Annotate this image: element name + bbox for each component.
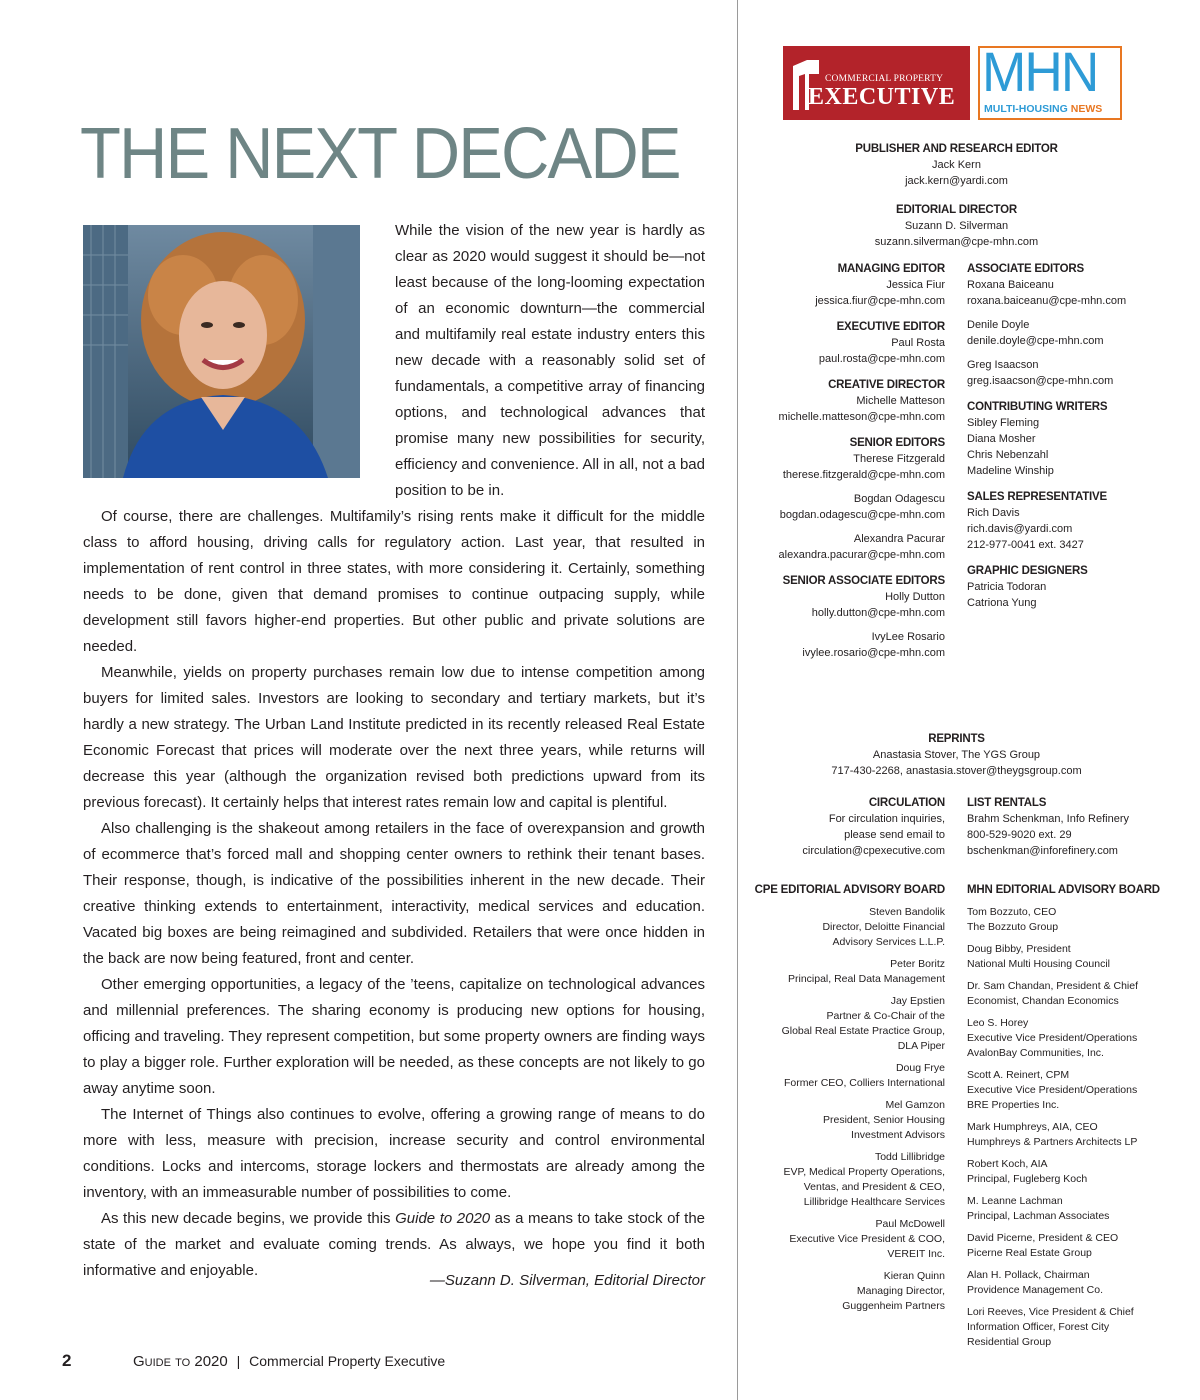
guide-title-italic: Guide to 2020: [395, 1210, 491, 1227]
cpe-board-member: [745, 1217, 945, 1262]
mhn-board-title: MHN EDITORIAL ADVISORY BOARD: [967, 884, 1160, 896]
mhn-board-member: [967, 1194, 1182, 1224]
mhn-logo-line2: NEWS: [1070, 103, 1103, 115]
mhn-logo-line1: MULTI-HOUSING: [984, 103, 1068, 115]
mhn-board-member-line: Doug Bibby, President: [967, 943, 1071, 955]
masthead-left-block: [745, 377, 945, 425]
staff-line: [745, 523, 945, 531]
editorial-director-title: EDITORIAL DIRECTOR: [896, 204, 1017, 216]
mhn-board-member-line: Economist, Chandan Economics: [967, 995, 1119, 1007]
masthead-left-block: [745, 319, 945, 367]
mhn-board-member: [967, 1120, 1182, 1150]
body-paragraph-4: Other emerging opportunities, a legacy of the ’teens, capitalize on technological advances and millennial preferences. The sharing economy is producing new options for housing, officing and traveling. They represent competition, but some property owners are finding ways to play a bigger role. Further exploration will be needed, as these concepts are not likely to go away anytime soon.: [83, 976, 705, 1097]
cpe-logo-line1: COMMERCIAL PROPERTY: [825, 74, 944, 84]
staff-line: [745, 621, 945, 629]
mhn-board-member-line: Picerne Real Estate Group: [967, 1247, 1092, 1259]
cpe-board-member: [745, 1269, 945, 1314]
cpe-board-member-line: Former CEO, Colliers International: [783, 1077, 945, 1089]
cpe-board-member-line: EVP, Medical Property Operations,: [783, 1166, 945, 1178]
cpe-board-member-line: President, Senior Housing: [823, 1114, 945, 1126]
cpe-board-member-line: Global Real Estate Practice Group,: [781, 1025, 945, 1037]
mhn-board-member: [967, 942, 1182, 972]
staff-line: holly.dutton@cpe-mhn.com: [811, 607, 945, 619]
staff-line: Alexandra Pacurar: [853, 533, 945, 545]
mhn-board-member-line: Executive Vice President/Operations: [967, 1084, 1138, 1096]
mhn-board-member: [967, 1305, 1182, 1350]
staff-line: paul.rosta@cpe-mhn.com: [818, 353, 945, 365]
mhn-board-member: [967, 1016, 1182, 1061]
mhn-board-member-line: Principal, Fugleberg Koch: [967, 1173, 1088, 1185]
staff-line: Roxana Baiceanu: [967, 279, 1054, 291]
staff-line: Diana Mosher: [967, 433, 1036, 445]
staff-line: [745, 483, 945, 491]
cpe-board-member: [745, 994, 945, 1054]
staff-line: denile.doyle@cpe-mhn.com: [967, 335, 1104, 347]
cpe-board-member-line: Director, Deloitte Financial: [822, 921, 945, 933]
circulation-block-title: CIRCULATION: [868, 797, 945, 809]
staff-line: Holly Dutton: [885, 591, 945, 603]
staff-line: ivylee.rosario@cpe-mhn.com: [802, 647, 945, 659]
staff-line: please send email to: [844, 829, 945, 841]
staff-line: bogdan.odagescu@cpe-mhn.com: [779, 509, 945, 521]
mhn-board-member: [967, 1231, 1182, 1261]
staff-line: Madeline Winship: [967, 465, 1054, 477]
cpe-logo-line2: EXECUTIVE: [808, 84, 956, 110]
article-title: THE NEXT DECADE: [80, 114, 680, 194]
cpe-board-member-line: Lillibridge Healthcare Services: [803, 1196, 945, 1208]
staff-line: IvyLee Rosario: [871, 631, 945, 643]
column-divider: [737, 0, 738, 1400]
masthead-publisher: [760, 141, 1153, 189]
cpe-board-member-line: Managing Director,: [856, 1285, 945, 1297]
p6-text-start: As this new decade begins, we provide this: [101, 1210, 396, 1227]
cpe-board-member: [745, 1150, 945, 1210]
cpe-board-member-line: VEREIT Inc.: [887, 1248, 945, 1260]
mhn-board-member-line: Humphreys & Partners Architects LP: [967, 1136, 1138, 1148]
mhn-board-member-line: David Picerne, President & CEO: [967, 1232, 1119, 1244]
cpe-board-member-line: Partner & Co-Chair of the: [826, 1010, 945, 1022]
staff-line: Brahm Schenkman, Info Refinery: [967, 813, 1130, 825]
reprints-line-1: Anastasia Stover, The YGS Group: [872, 749, 1041, 761]
masthead-left-block-title: SENIOR EDITORS: [849, 437, 945, 449]
author-photo: [83, 225, 360, 478]
masthead-right-column: [967, 261, 1167, 621]
staff-line: Bogdan Odagescu: [853, 493, 945, 505]
mhn-board-member-line: M. Leanne Lachman: [967, 1195, 1063, 1207]
mhn-board-member-line: AvalonBay Communities, Inc.: [967, 1047, 1104, 1059]
mhn-board-member: [967, 1268, 1182, 1298]
staff-line: circulation@cpexecutive.com: [802, 845, 945, 857]
body-paragraph-3: Also challenging is the shakeout among retailers in the face of overexpansion and growth of ecommerce that’s forced mall and shopping center owners to rethink their tenant bases. Their response, though, is indicative of the possibilities inherent in the new decade. Their creative thinking extends to entertainment, interactivity, medical services and education. Vacated big boxes are being reimagined and subdivided. Retailers that were once hidden in the back are now being featured, front and center.: [83, 820, 705, 967]
staff-line: Denile Doyle: [967, 319, 1030, 331]
cpe-board-member-line: Mel Gamzon: [885, 1099, 945, 1111]
article-intro: [395, 218, 705, 504]
mhn-board-member-line: Information Officer, Forest City: [967, 1321, 1110, 1333]
cpe-board-member: [745, 1061, 945, 1091]
mhn-logo-tagline: [984, 103, 1102, 115]
cpe-board-member: [745, 1098, 945, 1143]
editorial-director-name: Suzann D. Silverman: [904, 220, 1009, 232]
mhn-board-member-line: Tom Bozzuto, CEO: [967, 906, 1057, 918]
staff-line: For circulation inquiries,: [828, 813, 945, 825]
cpe-board-member-line: Doug Frye: [895, 1062, 945, 1074]
masthead-left-block: [745, 261, 945, 309]
staff-line: therese.fitzgerald@cpe-mhn.com: [782, 469, 945, 481]
mhn-board-member: [967, 979, 1182, 1009]
cpe-board-member-line: Todd Lillibridge: [874, 1151, 945, 1163]
staff-line: Chris Nebenzahl: [967, 449, 1049, 461]
cpe-board-member-line: Ventas, and President & CEO,: [803, 1181, 945, 1193]
reprints-title: REPRINTS: [928, 733, 985, 745]
mhn-board-member-line: Alan H. Pollack, Chairman: [967, 1269, 1090, 1281]
mhn-board-member: [967, 1068, 1182, 1113]
staff-line: greg.isaacson@cpe-mhn.com: [967, 375, 1114, 387]
mhn-board-member-line: Dr. Sam Chandan, President & Chief: [967, 980, 1139, 992]
staff-line: Jessica Fiur: [886, 279, 945, 291]
staff-line: Patricia Todoran: [967, 581, 1047, 593]
cpe-board-member-line: Peter Boritz: [890, 958, 945, 970]
cpe-board-member-line: Advisory Services L.L.P.: [832, 936, 945, 948]
cpe-board-member-line: Steven Bandolik: [869, 906, 945, 918]
staff-line: 800-529-9020 ext. 29: [967, 829, 1072, 841]
cpe-board-member-line: Kieran Quinn: [883, 1270, 945, 1282]
cpe-board-member-line: Investment Advisors: [851, 1129, 945, 1141]
mhn-board-member-line: Executive Vice President/Operations: [967, 1032, 1138, 1044]
masthead-right-block-title: GRAPHIC DESIGNERS: [967, 565, 1088, 577]
mhn-logo: [978, 40, 1122, 120]
staff-line: Catriona Yung: [967, 597, 1037, 609]
masthead-right-block: [967, 399, 1167, 479]
body-paragraph-1: Of course, there are challenges. Multifamily’s rising rents make it difficult for the middle class to afford housing, driving calls for regulatory action. Last year, that resulted in implementation of rent control in three states, with more considering it. Certainly, something needs to be done, given that demand promises to continue outpacing supply, while development still favors higher-end properties. But other public and private solutions are needed.: [83, 508, 705, 655]
publisher-name: Jack Kern: [932, 159, 981, 171]
masthead-left-block-title: MANAGING EDITOR: [837, 263, 945, 275]
staff-line: [967, 309, 1167, 317]
cpe-board-entries: [745, 905, 945, 1314]
masthead-right-block: [967, 563, 1167, 611]
masthead-editorial-director: [760, 202, 1153, 250]
cpe-board-member-line: Guggenheim Partners: [842, 1300, 945, 1312]
publisher-email: jack.kern@yardi.com: [905, 175, 1008, 187]
masthead-left-block-title: SENIOR ASSOCIATE EDITORS: [782, 575, 945, 587]
cpe-board-member-line: Jay Epstien: [890, 995, 945, 1007]
footer-publication: Commercial Property Executive: [249, 1353, 446, 1369]
masthead-left-block: [745, 435, 945, 563]
mhn-board-member-line: Residential Group: [967, 1336, 1052, 1348]
mhn-advisory-board: [967, 882, 1182, 1357]
staff-line: 212-977-0041 ext. 3427: [967, 539, 1084, 551]
mhn-board-member-line: National Multi Housing Council: [967, 958, 1110, 970]
cpe-logo: [783, 46, 970, 120]
masthead-left-column: [745, 261, 945, 671]
mhn-board-member-line: Lori Reeves, Vice President & Chief: [967, 1306, 1134, 1318]
staff-line: Greg Isaacson: [967, 359, 1039, 371]
cpe-board-member-line: DLA Piper: [897, 1040, 945, 1052]
publisher-title: PUBLISHER AND RESEARCH EDITOR: [855, 143, 1058, 155]
mhn-board-entries: [967, 905, 1182, 1350]
masthead-circulation: [745, 795, 945, 869]
masthead-reprints: [760, 731, 1153, 779]
cpe-board-member-line: Executive Vice President & COO,: [789, 1233, 945, 1245]
signature: —Suzann D. Silverman, Editorial Director: [429, 1272, 705, 1289]
p6-text-end: as a means to take stock of the state of the market and evaluate coming trends. As always, we hope you find it both informative and enjoyable.: [83, 1210, 706, 1279]
running-footer: [133, 1353, 445, 1370]
masthead-right-block: [967, 261, 1167, 389]
body-paragraph-2: Meanwhile, yields on property purchases remain low due to intense competition among buyers for limited sales. Investors are looking to secondary and tertiary markets, but it’s hardly a new strategy. The Urban Land Institute predicted in its recently released Real Estate Economic Forecast that prices will moderate over the next three years, while returns will decrease this year (although the organization revised both predictions upward from its previous forecast). It certainly helps that interest rates remain low and capital is plentiful.: [83, 664, 705, 811]
staff-line: jessica.fiur@cpe-mhn.com: [815, 295, 945, 307]
mhn-logo-letters: MHN: [982, 40, 1098, 103]
list-rentals-block-title: LIST RENTALS: [967, 797, 1047, 809]
cpe-board-member: [745, 957, 945, 987]
footer-separator: |: [236, 1353, 241, 1369]
staff-line: rich.davis@yardi.com: [967, 523, 1073, 535]
staff-line: Michelle Matteson: [856, 395, 945, 407]
mhn-board-member: [967, 905, 1182, 935]
editorial-director-email: suzann.silverman@cpe-mhn.com: [874, 236, 1039, 248]
cpe-board-member-line: Principal, Real Data Management: [788, 973, 945, 985]
masthead-right-block-title: SALES REPRESENTATIVE: [967, 491, 1107, 503]
mhn-board-member: [967, 1157, 1182, 1187]
staff-line: Rich Davis: [967, 507, 1020, 519]
staff-line: Sibley Fleming: [967, 417, 1040, 429]
masthead-right-block-title: CONTRIBUTING WRITERS: [967, 401, 1108, 413]
staff-line: Therese Fitzgerald: [853, 453, 945, 465]
masthead-list-rentals: [967, 795, 1167, 869]
masthead-right-block: [967, 489, 1167, 553]
staff-line: Paul Rosta: [891, 337, 945, 349]
staff-line: alexandra.pacurar@cpe-mhn.com: [778, 549, 945, 561]
staff-line: roxana.baiceanu@cpe-mhn.com: [967, 295, 1127, 307]
staff-line: michelle.matteson@cpe-mhn.com: [778, 411, 945, 423]
mhn-board-member-line: Providence Management Co.: [967, 1284, 1103, 1296]
cpe-board-member-line: Paul McDowell: [875, 1218, 945, 1230]
mhn-board-member-line: BRE Properties Inc.: [967, 1099, 1060, 1111]
mhn-board-member-line: Robert Koch, AIA: [967, 1158, 1048, 1170]
masthead-left-block-title: EXECUTIVE EDITOR: [836, 321, 945, 333]
mhn-board-member-line: Scott A. Reinert, CPM: [967, 1069, 1070, 1081]
mhn-board-member-line: Leo S. Horey: [967, 1017, 1029, 1029]
masthead-right-block-title: ASSOCIATE EDITORS: [967, 263, 1084, 275]
intro-paragraph: While the vision of the new year is hardly as clear as 2020 would suggest it should be—not least because of the long-looming expectation of an economic downturn—the commercial and multifamily real estate industry enters this new decade with a reasonably solid set of fundamentals, a competitive array of financing options, and technological advances that promise many new possibilities for security, efficiency and convenience. All in all, not a bad position to be in.: [395, 222, 705, 499]
staff-line: [967, 349, 1167, 357]
mhn-board-member-line: The Bozzuto Group: [967, 921, 1059, 933]
page-number: 2: [62, 1351, 72, 1370]
body-paragraph-5: The Internet of Things also continues to evolve, offering a growing range of means to do more with less, measure with precision, increase security and control environmental conditions. Locks and intercoms, storage lockers and thermostats are already among the inventory, with an immeasurable number of possibilities to come.: [83, 1106, 705, 1201]
reprints-line-2: 717-430-2268, anastasia.stover@theygsgroup.com: [831, 765, 1082, 777]
circulation-block: [745, 795, 945, 859]
mhn-board-member-line: Principal, Lachman Associates: [967, 1210, 1110, 1222]
cpe-advisory-board: [745, 882, 945, 1321]
mhn-board-member-line: Mark Humphreys, AIA, CEO: [967, 1121, 1098, 1133]
list-rentals-block: [967, 795, 1167, 859]
footer-guide: Guide to 2020: [133, 1353, 228, 1370]
cpe-board-title: CPE EDITORIAL ADVISORY BOARD: [754, 884, 945, 896]
masthead-left-block: [745, 573, 945, 661]
cpe-board-member: [745, 905, 945, 950]
article-body: [83, 504, 705, 1284]
masthead-left-block-title: CREATIVE DIRECTOR: [828, 379, 945, 391]
staff-line: bschenkman@inforefinery.com: [967, 845, 1118, 857]
